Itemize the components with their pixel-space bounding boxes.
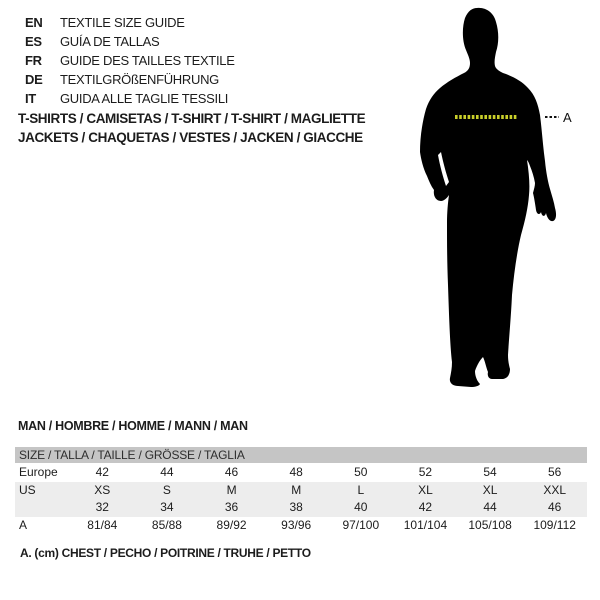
table-row-chest-a — [15, 517, 587, 535]
size-table — [15, 447, 587, 534]
measure-label-a: A — [563, 110, 572, 125]
size-cell: 42 — [95, 465, 109, 479]
size-cell: 52 — [418, 465, 433, 479]
language-code: FR — [25, 53, 42, 68]
man-silhouette — [395, 5, 580, 395]
silhouette-shape — [420, 8, 556, 387]
table-row-us — [15, 482, 587, 500]
size-cell: 81/84 — [87, 517, 118, 532]
language-row — [25, 13, 235, 32]
size-cell: 32 — [95, 500, 109, 514]
size-cell: 56 — [548, 465, 562, 479]
size-cell: 40 — [354, 500, 368, 514]
table-row-numeric — [15, 499, 587, 517]
size-cell: 48 — [289, 465, 303, 479]
size-cell: 38 — [289, 500, 303, 514]
size-cell: 85/88 — [151, 517, 182, 532]
language-list — [25, 13, 235, 108]
language-label: GUÍA DE TALLAS — [60, 34, 160, 49]
row-label: US — [19, 482, 36, 497]
row-label — [15, 499, 70, 517]
category-line-tshirts: T-SHIRTS / CAMISETAS / T-SHIRT / T-SHIRT / MAGLIETTE — [18, 111, 366, 126]
size-cell: 105/108 — [468, 517, 512, 532]
size-cell: 101/104 — [403, 517, 448, 532]
size-cell: XXL — [543, 482, 567, 497]
size-cell: 54 — [483, 465, 497, 479]
size-cell: 109/112 — [533, 517, 576, 532]
language-label: TEXTILE SIZE GUIDE — [60, 15, 185, 30]
size-cell: 89/92 — [216, 517, 247, 532]
size-cell: M — [226, 482, 237, 497]
language-row — [25, 51, 235, 70]
size-cell: 46 — [224, 465, 239, 479]
size-cell: 97/100 — [342, 517, 380, 532]
language-label: TEXTILGRÖßENFÜHRUNG — [60, 72, 219, 87]
category-line-jackets: JACKETS / CHAQUETAS / VESTES / JACKEN / GIACCHE — [18, 130, 363, 145]
language-row — [25, 32, 235, 51]
size-cell: L — [357, 482, 365, 497]
row-label: A — [19, 517, 28, 532]
section-title-man: MAN / HOMBRE / HOMME / MANN / MAN — [18, 419, 248, 433]
size-cell: 34 — [160, 500, 174, 514]
size-cell: S — [162, 482, 171, 497]
size-cell: M — [291, 482, 302, 497]
size-cell: 93/96 — [281, 517, 312, 532]
size-cell: 46 — [548, 500, 562, 514]
size-cell: XL — [418, 482, 433, 497]
size-cell: 44 — [160, 465, 174, 479]
size-table-header: SIZE / TALLA / TAILLE / GRÖSSE / TAGLIA — [15, 447, 587, 463]
language-label: GUIDE DES TAILLES TEXTILE — [60, 53, 235, 68]
size-cell: 36 — [224, 500, 239, 514]
language-code: IT — [25, 91, 36, 106]
size-cell: 42 — [418, 500, 433, 514]
table-row-europe — [15, 464, 587, 482]
chest-measure-footnote: A. (cm) CHEST / PECHO / POITRINE / TRUHE / PETTO — [20, 546, 311, 560]
language-label: GUIDA ALLE TAGLIE TESSILI — [60, 91, 229, 106]
language-row — [25, 70, 235, 89]
language-code: ES — [25, 34, 42, 49]
language-row — [25, 89, 235, 108]
garment-category-lines — [18, 109, 365, 147]
language-code: DE — [25, 72, 43, 87]
language-code: EN — [25, 15, 43, 30]
size-cell: XS — [94, 482, 111, 497]
size-cell: 44 — [483, 500, 497, 514]
size-cell: XL — [482, 482, 498, 497]
row-label: Europe — [19, 465, 58, 479]
size-cell: 50 — [354, 465, 368, 479]
